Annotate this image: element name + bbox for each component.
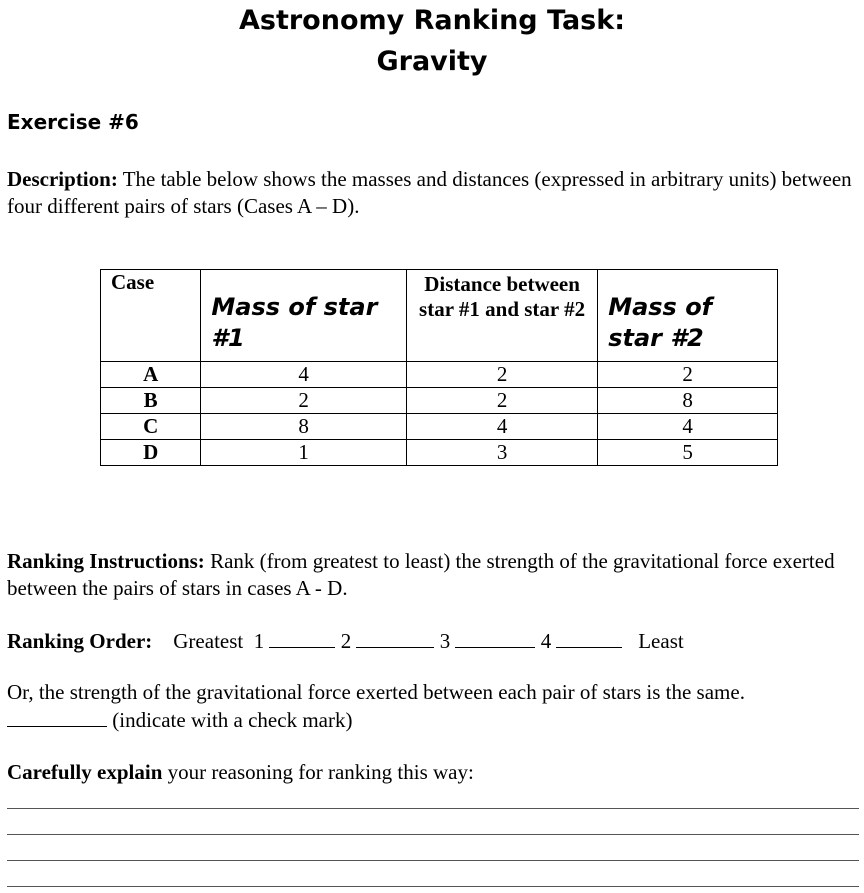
cell-case: C — [101, 414, 201, 440]
answer-line-3[interactable] — [7, 860, 859, 861]
table-row — [101, 440, 778, 466]
data-table — [100, 269, 778, 466]
cell-mass1: 8 — [201, 414, 407, 440]
rank-number-1: 1 — [253, 629, 265, 653]
table-row — [101, 362, 778, 388]
cell-mass1: 4 — [201, 362, 407, 388]
rank-2-blank[interactable] — [356, 627, 434, 648]
indicate-text: (indicate with a check mark) — [112, 708, 353, 732]
answer-line-1[interactable] — [7, 808, 859, 809]
explain-label: Carefully explain — [7, 760, 163, 784]
cell-case: B — [101, 388, 201, 414]
header-case: Case — [101, 270, 201, 362]
cell-distance: 3 — [406, 440, 597, 466]
rank-number-4: 4 — [540, 629, 552, 653]
table-row — [101, 414, 778, 440]
least-label: Least — [638, 629, 684, 653]
description-paragraph — [7, 166, 857, 220]
answer-line-4[interactable] — [7, 886, 859, 887]
rank-4-blank[interactable] — [556, 627, 622, 648]
header-distance: Distance between star #1 and star #2 — [406, 270, 597, 362]
rank-3-blank[interactable] — [455, 627, 535, 648]
cell-mass1: 1 — [201, 440, 407, 466]
table-row — [101, 388, 778, 414]
cell-mass1: 2 — [201, 388, 407, 414]
cell-distance: 4 — [406, 414, 597, 440]
page-title: Astronomy Ranking Task: — [238, 5, 625, 36]
ranking-instructions-label: Ranking Instructions: — [7, 549, 205, 573]
cell-case: D — [101, 440, 201, 466]
cell-mass2: 2 — [598, 362, 778, 388]
same-strength-paragraph — [7, 679, 857, 734]
explain-prompt — [7, 759, 857, 786]
cell-case: A — [101, 362, 201, 388]
same-strength-text: Or, the strength of the gravitational force exerted between each pair of stars is the same. — [7, 680, 745, 704]
rank-number-2: 2 — [340, 629, 352, 653]
table-header-row — [101, 270, 778, 362]
header-mass-star-2: Mass of star #2 — [598, 270, 778, 362]
check-mark-blank[interactable] — [7, 706, 107, 727]
ranking-instructions — [7, 548, 857, 602]
description-text: The table below shows the masses and distances (expressed in arbitrary units) between four different pairs of stars (Cases A – D). — [7, 167, 852, 218]
header-mass-star-1: Mass of star #1 — [201, 270, 407, 362]
cell-distance: 2 — [406, 362, 597, 388]
ranking-order-label: Ranking Order: — [7, 629, 153, 653]
description-label: Description: — [7, 167, 118, 191]
answer-line-2[interactable] — [7, 834, 859, 835]
greatest-label: Greatest — [173, 629, 244, 653]
ranking-order — [7, 627, 857, 655]
cell-mass2: 8 — [598, 388, 778, 414]
cell-distance: 2 — [406, 388, 597, 414]
rank-1-blank[interactable] — [269, 627, 335, 648]
explain-text: your reasoning for ranking this way: — [162, 760, 474, 784]
ranking-instructions-text: Rank (from greatest to least) the strength of the gravitational force exerted between the pairs of stars in cases A - D. — [7, 549, 835, 600]
page-subtitle: Gravity — [376, 46, 488, 77]
exercise-heading: Exercise #6 — [7, 110, 139, 134]
cell-mass2: 4 — [598, 414, 778, 440]
cell-mass2: 5 — [598, 440, 778, 466]
rank-number-3: 3 — [439, 629, 451, 653]
